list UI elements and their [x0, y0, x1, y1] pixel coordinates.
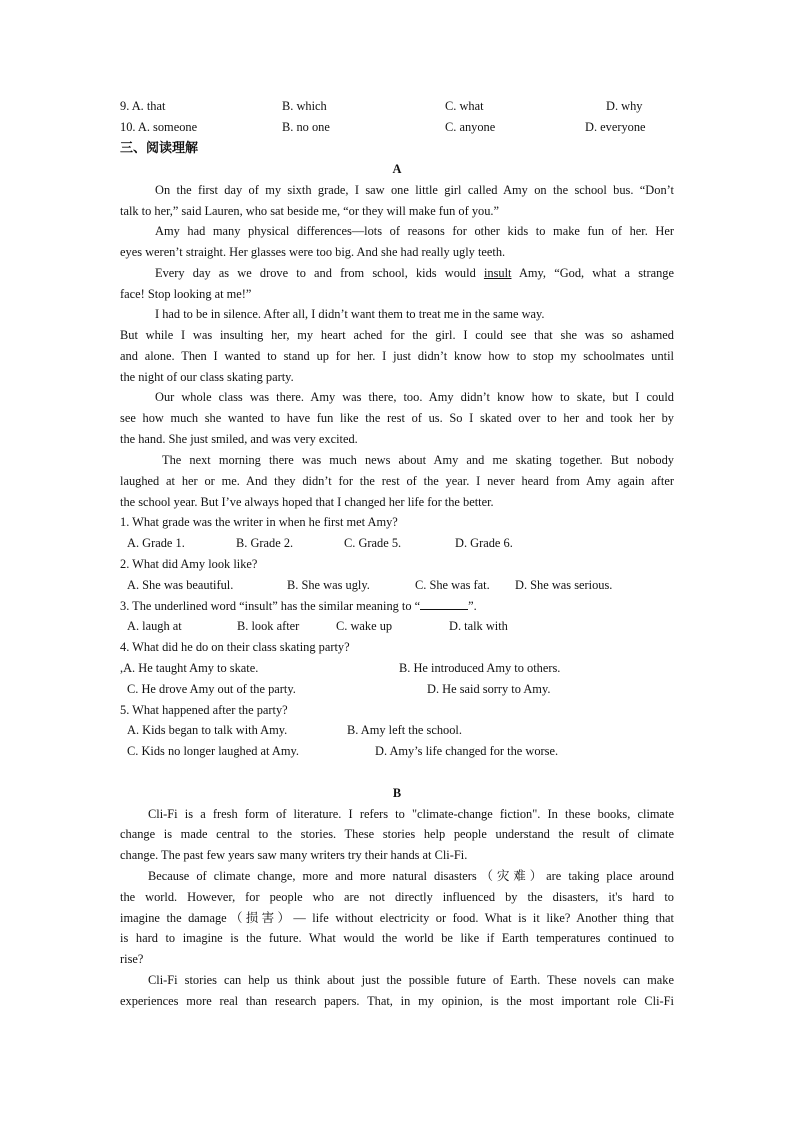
q10-option-b: B. no one — [282, 120, 330, 134]
passage-a-line: the night of our class skating party. — [120, 370, 294, 384]
q1-option-b: B. Grade 2. — [236, 536, 294, 550]
passage-b-line: Because of climate change, more and more natural disasters（灾难）are taking place around — [148, 869, 674, 883]
q9-option-d: D. why — [606, 99, 643, 113]
q4-option-b: B. He introduced Amy to others. — [399, 661, 561, 675]
passage-b-line: is hard to imagine is the future. What would the world be like if Earth temperatures continued to — [120, 931, 674, 945]
q2-option-a: A. She was beautiful. — [127, 578, 234, 592]
passage-b-line: imagine the damage（损害）— life without electricity or food. What is it like? Another thing that — [120, 911, 674, 925]
question-3-text-end: ”. — [468, 599, 477, 613]
q5-option-b: B. Amy left the school. — [347, 723, 462, 737]
passage-a-line: On the first day of my sixth grade, I saw one little girl called Amy on the school bus. “Don’t — [155, 183, 674, 197]
passage-a-line: laughed at her or me. And they didn’t for the rest of the year. I never heard from Amy again after — [120, 474, 674, 488]
question-1: 1. What grade was the writer in when he first met Amy? — [120, 515, 398, 529]
underlined-word: insult — [483, 266, 512, 280]
q9-option-b: B. which — [282, 99, 327, 113]
question-3 — [120, 598, 477, 614]
q1-option-a: A. Grade 1. — [127, 536, 185, 550]
q3-option-d: D. talk with — [449, 619, 508, 633]
passage-a-line: and alone. Then I wanted to stand up for her. I just didn’t know how to stop my schoolmates until — [120, 349, 674, 363]
question-3-text: 3. The underlined word “insult” has the similar meaning to “ — [120, 599, 421, 613]
passage-a-line: the hand. She just smiled, and was very excited. — [120, 432, 358, 446]
q1-option-d: D. Grade 6. — [455, 536, 513, 550]
passage-b-title: B — [392, 786, 402, 800]
q5-option-c: C. Kids no longer laughed at Amy. — [127, 744, 299, 758]
q2-option-b: B. She was ugly. — [287, 578, 370, 592]
passage-a-line: I had to be in silence. After all, I didn’t want them to treat me in the same way. — [155, 307, 545, 321]
q4-option-d: D. He said sorry to Amy. — [427, 682, 551, 696]
passage-a-line: The next morning there was much news about Amy and me skating together. But nobody — [162, 453, 674, 467]
q2-option-c: C. She was fat. — [415, 578, 490, 592]
q5-option-d: D. Amy’s life changed for the worse. — [375, 744, 559, 758]
passage-a-title: A — [392, 162, 402, 176]
passage-b-line: the world. However, for people who are not directly influenced by the disasters, it's hard to — [120, 890, 674, 904]
q10-option-d: D. everyone — [585, 120, 646, 134]
q3-option-b: B. look after — [237, 619, 300, 633]
passage-b-line: rise? — [120, 952, 144, 966]
q9-option-a: 9. A. that — [120, 99, 166, 113]
passage-a-line: talk to her,” said Lauren, who sat beside me, “or they will make fun of you.” — [120, 204, 500, 218]
question-5: 5. What happened after the party? — [120, 703, 288, 717]
q3-option-c: C. wake up — [336, 619, 393, 633]
q4-option-a: ,A. He taught Amy to skate. — [120, 661, 259, 675]
passage-b-line: change is made central to the stories. These stories help people understand the result of climate — [120, 827, 674, 841]
q10-option-c: C. anyone — [445, 120, 496, 134]
passage-b-line: experiences more real than research papers. That, in my opinion, is the most important role Cli-Fi — [120, 994, 674, 1008]
passage-a-line: Our whole class was there. Amy was there, too. Amy didn’t know how to skate, but I could — [155, 390, 674, 404]
passage-a-line: But while I was insulting her, my heart ached for the girl. I could see that she was so ashamed — [120, 328, 674, 342]
passage-a-line: the school year. But I’ve always hoped that I changed her life for the better. — [120, 495, 494, 509]
passage-a-line: Amy had many physical differences—lots of reasons for other kids to make fun of her. Her — [155, 224, 674, 238]
passage-a-text: Every day as we drove to and from school, kids would — [155, 266, 476, 280]
passage-a-line: see how much she wanted to have fun like the rest of us. So I skated over to her and took her by — [120, 411, 674, 425]
question-4: 4. What did he do on their class skating party? — [120, 640, 350, 654]
passage-b-line: change. The past few years saw many writers try their hands at Cli-Fi. — [120, 848, 468, 862]
q4-option-c: C. He drove Amy out of the party. — [127, 682, 296, 696]
question-2: 2. What did Amy look like? — [120, 557, 258, 571]
section-heading: 三、阅读理解 — [120, 140, 199, 155]
passage-a-line: eyes weren’t straight. Her glasses were too big. And she had really ugly teeth. — [120, 245, 506, 259]
q3-option-a: A. laugh at — [127, 619, 182, 633]
passage-b-line: Cli-Fi stories can help us think about just the possible future of Earth. These novels can make — [148, 973, 674, 987]
answer-blank — [420, 598, 468, 610]
q10-option-a: 10. A. someone — [120, 120, 198, 134]
q2-option-d: D. She was serious. — [515, 578, 613, 592]
passage-a-line-with-underline — [155, 265, 674, 281]
passage-a-text: Amy, “God, what a strange — [511, 266, 674, 280]
passage-a-line: face! Stop looking at me!” — [120, 287, 252, 301]
q5-option-a: A. Kids began to talk with Amy. — [127, 723, 288, 737]
passage-b-line: Cli-Fi is a fresh form of literature. I refers to "climate-change fiction". In these books, climate — [148, 807, 674, 821]
q9-option-c: C. what — [445, 99, 484, 113]
q1-option-c: C. Grade 5. — [344, 536, 402, 550]
